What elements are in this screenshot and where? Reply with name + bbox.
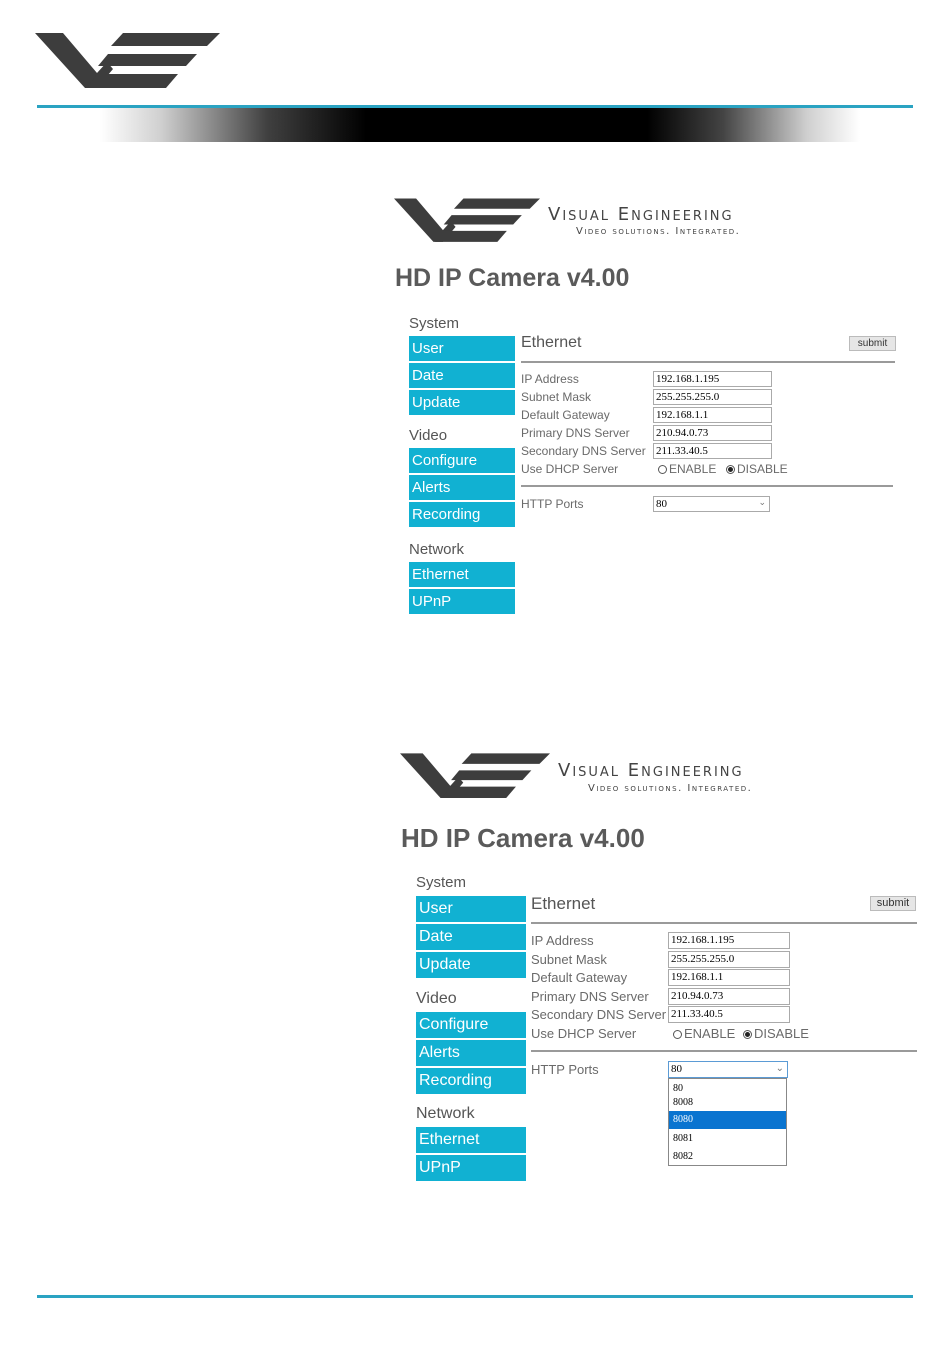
label-secondary-dns: Secondary DNS Server xyxy=(531,1007,667,1022)
radio-unchecked-icon xyxy=(658,465,667,474)
secondary-dns-input[interactable]: 211.33.40.5 xyxy=(668,1006,790,1023)
camera-title: HD IP Camera v4.00 xyxy=(395,264,630,292)
dhcp-disable-radio[interactable] xyxy=(743,1026,809,1041)
panel-divider-top xyxy=(521,361,895,363)
panel-divider-mid xyxy=(531,1050,917,1052)
label-ip-address: IP Address xyxy=(531,933,594,948)
ve-logo xyxy=(400,753,550,800)
primary-dns-input[interactable]: 210.94.0.73 xyxy=(653,425,772,441)
panel-divider-top xyxy=(531,922,917,924)
footer-rule xyxy=(37,1295,913,1298)
nav-item-configure[interactable]: Configure xyxy=(416,1012,526,1040)
label-subnet-mask: Subnet Mask xyxy=(531,952,607,967)
ip-address-input[interactable]: 192.168.1.195 xyxy=(668,932,790,949)
nav-heading-network: Network xyxy=(416,1105,475,1122)
nav-heading-system: System xyxy=(409,315,460,332)
nav-heading-system: System xyxy=(416,874,467,891)
label-ip-address: IP Address xyxy=(521,372,579,386)
default-gateway-input[interactable]: 192.168.1.1 xyxy=(653,407,772,423)
nav-item-configure[interactable]: Configure xyxy=(409,448,515,475)
label-default-gateway: Default Gateway xyxy=(531,970,628,985)
screenshot-http-ports-dropdown xyxy=(395,745,925,1185)
ve-logo xyxy=(394,198,540,244)
secondary-dns-input[interactable]: 211.33.40.5 xyxy=(653,443,772,459)
label-subnet-mask: Subnet Mask xyxy=(521,390,592,404)
nav-item-date[interactable]: Date xyxy=(416,924,526,952)
subnet-mask-input[interactable]: 255.255.255.0 xyxy=(668,951,790,968)
ip-address-input[interactable]: 192.168.1.195 xyxy=(653,371,772,387)
http-ports-select[interactable] xyxy=(668,1061,788,1078)
submit-button[interactable]: submit xyxy=(849,336,896,351)
nav-item-recording[interactable]: Recording xyxy=(409,502,515,529)
dhcp-disable-label: DISABLE xyxy=(754,1026,809,1041)
nav-item-user[interactable]: User xyxy=(409,336,515,363)
nav-item-ethernet[interactable]: Ethernet xyxy=(416,1127,526,1155)
dhcp-enable-radio[interactable] xyxy=(658,462,716,476)
radio-unchecked-icon xyxy=(673,1030,682,1039)
brand-name: Visual Engineering xyxy=(548,204,734,225)
nav-heading-video: Video xyxy=(409,427,448,444)
header-gradient-band xyxy=(100,108,860,142)
chevron-down-icon: ⌄ xyxy=(775,1063,784,1074)
http-ports-select[interactable] xyxy=(653,496,770,512)
panel-divider-mid xyxy=(521,485,893,487)
http-ports-dropdown-list xyxy=(668,1078,787,1166)
http-ports-value: 80 xyxy=(671,1063,682,1075)
dropdown-option[interactable]: 8082 xyxy=(673,1151,693,1162)
brand-tagline: Video solutions. Integrated. xyxy=(588,783,753,794)
subnet-mask-input[interactable]: 255.255.255.0 xyxy=(653,389,772,405)
nav-heading-video: Video xyxy=(416,990,457,1007)
radio-checked-icon xyxy=(743,1030,752,1039)
brand-name: Visual Engineering xyxy=(558,760,744,781)
label-dhcp: Use DHCP Server xyxy=(521,462,619,476)
nav-item-date[interactable]: Date xyxy=(409,363,515,390)
primary-dns-input[interactable]: 210.94.0.73 xyxy=(668,988,790,1005)
dropdown-option[interactable]: 8008 xyxy=(673,1097,693,1108)
panel-title: Ethernet xyxy=(531,894,596,913)
label-primary-dns: Primary DNS Server xyxy=(521,426,630,440)
panel-title: Ethernet xyxy=(521,334,582,351)
label-http-ports: HTTP Ports xyxy=(531,1062,599,1077)
camera-title: HD IP Camera v4.00 xyxy=(401,823,645,853)
nav-item-user[interactable]: User xyxy=(416,896,526,924)
nav-item-update[interactable]: Update xyxy=(416,952,526,980)
label-secondary-dns: Secondary DNS Server xyxy=(521,444,646,458)
ve-logo-header xyxy=(35,33,220,90)
dropdown-option[interactable]: 8081 xyxy=(673,1133,693,1144)
label-primary-dns: Primary DNS Server xyxy=(531,989,649,1004)
http-ports-value: 80 xyxy=(656,498,667,510)
default-gateway-input[interactable]: 192.168.1.1 xyxy=(668,969,790,986)
label-http-ports: HTTP Ports xyxy=(521,497,584,511)
label-dhcp: Use DHCP Server xyxy=(531,1026,637,1041)
label-default-gateway: Default Gateway xyxy=(521,408,610,422)
dhcp-enable-label: ENABLE xyxy=(684,1026,736,1041)
nav-heading-network: Network xyxy=(409,541,465,558)
dhcp-disable-label: DISABLE xyxy=(737,462,788,476)
nav-item-ethernet[interactable]: Ethernet xyxy=(409,562,515,589)
brand-tagline: Video solutions. Integrated. xyxy=(576,226,741,237)
nav-item-upnp[interactable]: UPnP xyxy=(416,1155,526,1183)
dhcp-enable-radio[interactable] xyxy=(673,1026,735,1041)
chevron-down-icon: ⌄ xyxy=(758,498,766,508)
screenshot-ethernet-settings xyxy=(390,190,910,640)
nav-item-alerts[interactable]: Alerts xyxy=(409,475,515,502)
submit-button[interactable]: submit xyxy=(870,896,916,911)
radio-checked-icon xyxy=(726,465,735,474)
dhcp-disable-radio[interactable] xyxy=(726,462,788,476)
dropdown-option-highlighted[interactable]: 8080 xyxy=(669,1111,786,1129)
nav-item-update[interactable]: Update xyxy=(409,390,515,417)
dropdown-option[interactable]: 80 xyxy=(673,1083,683,1094)
nav-item-recording[interactable]: Recording xyxy=(416,1068,526,1096)
nav-item-upnp[interactable]: UPnP xyxy=(409,589,515,616)
nav-item-alerts[interactable]: Alerts xyxy=(416,1040,526,1068)
dhcp-enable-label: ENABLE xyxy=(669,462,717,476)
